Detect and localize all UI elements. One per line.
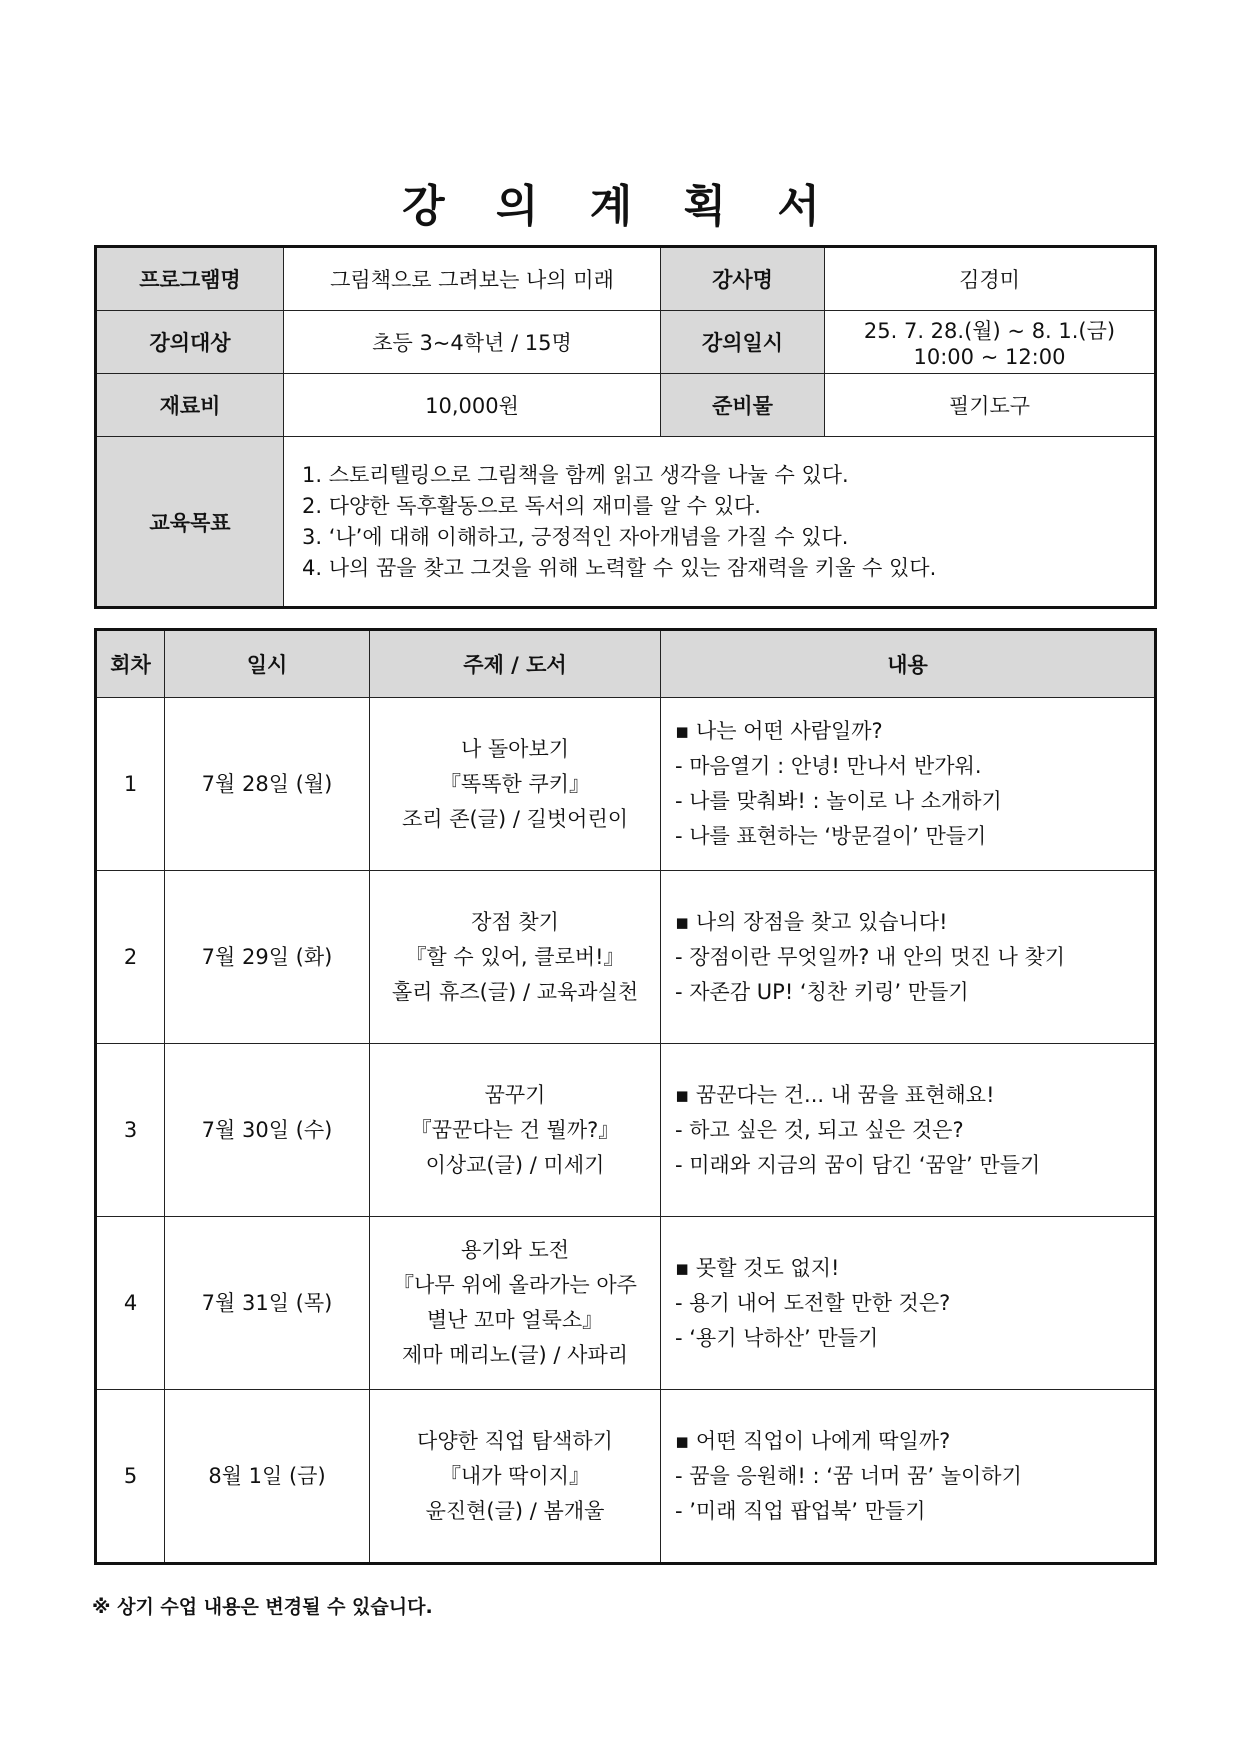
session-date: 7월 29일 (화) — [165, 871, 370, 1044]
supplies-value: 필기도구 — [825, 374, 1156, 437]
session-date: 7월 30일 (수) — [165, 1044, 370, 1217]
goals-label: 교육목표 — [96, 437, 284, 608]
topic-line: 홀리 휴즈(글) / 교육과실천 — [391, 979, 639, 1004]
topic-line: 『할 수 있어, 클로버!』 — [405, 944, 625, 969]
session-content — [661, 698, 1156, 871]
topic-line: 다양한 직업 탐색하기 — [417, 1428, 613, 1453]
datetime-value — [825, 311, 1156, 374]
session-topic — [370, 1217, 661, 1390]
session-content — [661, 871, 1156, 1044]
table-row — [96, 698, 1156, 871]
goal-item: 2. 다양한 독후활동으로 독서의 재미를 알 수 있다. — [302, 493, 761, 518]
content-line: - 마음열기 : 안녕! 만나서 반가워. — [675, 754, 982, 778]
page-title: 강 의 계 획 서 — [402, 181, 838, 232]
table-row — [96, 871, 1156, 1044]
content-line: ▪ 꿈꾼다는 건... 내 꿈을 표현해요! — [675, 1082, 995, 1107]
topic-line: 장점 찾기 — [471, 909, 559, 934]
session-content — [661, 1390, 1156, 1564]
schedule-table — [94, 628, 1157, 1565]
content-line: ▪ 나의 장점을 찾고 있습니다! — [675, 909, 948, 934]
instructor-value: 김경미 — [825, 247, 1156, 311]
goal-item: 3. ‘나’에 대해 이해하고, 긍정적인 자아개념을 가질 수 있다. — [302, 524, 849, 549]
table-row — [96, 1217, 1156, 1390]
datetime-dates: 25. 7. 28.(월) ~ 8. 1.(금) — [863, 319, 1116, 343]
topic-line: 이상교(글) / 미세기 — [425, 1152, 605, 1177]
goal-item: 1. 스토리텔링으로 그림책을 함께 읽고 생각을 나눌 수 있다. — [302, 462, 849, 487]
session-content — [661, 1044, 1156, 1217]
topic-line: 『나무 위에 올라가는 아주 — [393, 1273, 637, 1297]
datetime-time: 10:00 ~ 12:00 — [913, 345, 1066, 369]
session-topic — [370, 698, 661, 871]
topic-line: 나 돌아보기 — [460, 736, 570, 761]
session-topic — [370, 871, 661, 1044]
supplies-label: 준비물 — [661, 374, 825, 437]
session-number: 2 — [96, 871, 165, 1044]
session-number: 4 — [96, 1217, 165, 1390]
topic-line: 『꿈꾼다는 건 뭘까?』 — [410, 1117, 620, 1142]
program-value: 그림책으로 그려보는 나의 미래 — [284, 247, 661, 311]
topic-line: 『똑똑한 쿠키』 — [439, 771, 591, 796]
content-line: - 나를 표현하는 ‘방문걸이’ 만들기 — [675, 824, 987, 848]
session-date: 7월 31일 (목) — [165, 1217, 370, 1390]
session-number: 3 — [96, 1044, 165, 1217]
session-topic — [370, 1390, 661, 1564]
header-topic: 주제 / 도서 — [370, 630, 661, 698]
info-row-goals — [96, 437, 1156, 608]
content-line: - ‘용기 낙하산’ 만들기 — [675, 1325, 879, 1350]
fee-value: 10,000원 — [284, 374, 661, 437]
content-line: - 자존감 UP! ‘칭찬 키링’ 만들기 — [675, 979, 969, 1004]
topic-line: 윤진현(글) / 봄개울 — [425, 1498, 605, 1523]
content-line: - 하고 싶은 것, 되고 싶은 것은? — [675, 1117, 964, 1142]
goals-list — [284, 437, 1156, 608]
session-content — [661, 1217, 1156, 1390]
target-label: 강의대상 — [96, 311, 284, 374]
table-row — [96, 1390, 1156, 1564]
content-line: - 꿈을 응원해! : ‘꿈 너머 꿈’ 놀이하기 — [675, 1463, 1022, 1488]
info-row-target — [96, 311, 1156, 374]
content-line: - 용기 내어 도전할 만한 것은? — [675, 1290, 951, 1315]
instructor-label: 강사명 — [661, 247, 825, 311]
content-line: - 장점이란 무엇일까? 내 안의 멋진 나 찾기 — [675, 944, 1066, 969]
session-date: 8월 1일 (금) — [165, 1390, 370, 1564]
content-line: - ’미래 직업 팝업북’ 만들기 — [675, 1498, 926, 1523]
info-row-program — [96, 247, 1156, 311]
target-value: 초등 3~4학년 / 15명 — [284, 311, 661, 374]
header-session: 회차 — [96, 630, 165, 698]
content-line: - 나를 맞춰봐! : 놀이로 나 소개하기 — [675, 789, 1002, 813]
content-line: ▪ 나는 어떤 사람일까? — [675, 719, 883, 743]
topic-line: 『내가 딱이지』 — [439, 1463, 591, 1488]
content-line: ▪ 못할 것도 없지! — [675, 1255, 840, 1280]
program-label: 프로그램명 — [96, 247, 284, 311]
topic-line: 별난 꼬마 얼룩소』 — [426, 1308, 604, 1332]
topic-line: 조리 존(글) / 길벗어린이 — [401, 806, 629, 831]
goal-item: 4. 나의 꿈을 찾고 그것을 위해 노력할 수 있는 잠재력을 키울 수 있다. — [302, 555, 937, 580]
session-date: 7월 28일 (월) — [165, 698, 370, 871]
program-info-table — [94, 245, 1157, 609]
content-line: ▪ 어떤 직업이 나에게 딱일까? — [675, 1428, 951, 1453]
session-number: 5 — [96, 1390, 165, 1564]
datetime-label: 강의일시 — [661, 311, 825, 374]
topic-line: 꿈꾸기 — [484, 1082, 546, 1107]
topic-line: 제마 메리노(글) / 사파리 — [401, 1343, 629, 1367]
table-row — [96, 1044, 1156, 1217]
header-content: 내용 — [661, 630, 1156, 698]
schedule-header-row — [96, 630, 1156, 698]
session-number: 1 — [96, 698, 165, 871]
info-row-fee — [96, 374, 1156, 437]
footnote: ※ 상기 수업 내용은 변경될 수 있습니다. — [92, 1596, 433, 1618]
topic-line: 용기와 도전 — [460, 1238, 570, 1262]
header-date: 일시 — [165, 630, 370, 698]
content-line: - 미래와 지금의 꿈이 담긴 ‘꿈알’ 만들기 — [675, 1152, 1041, 1177]
fee-label: 재료비 — [96, 374, 284, 437]
session-topic — [370, 1044, 661, 1217]
